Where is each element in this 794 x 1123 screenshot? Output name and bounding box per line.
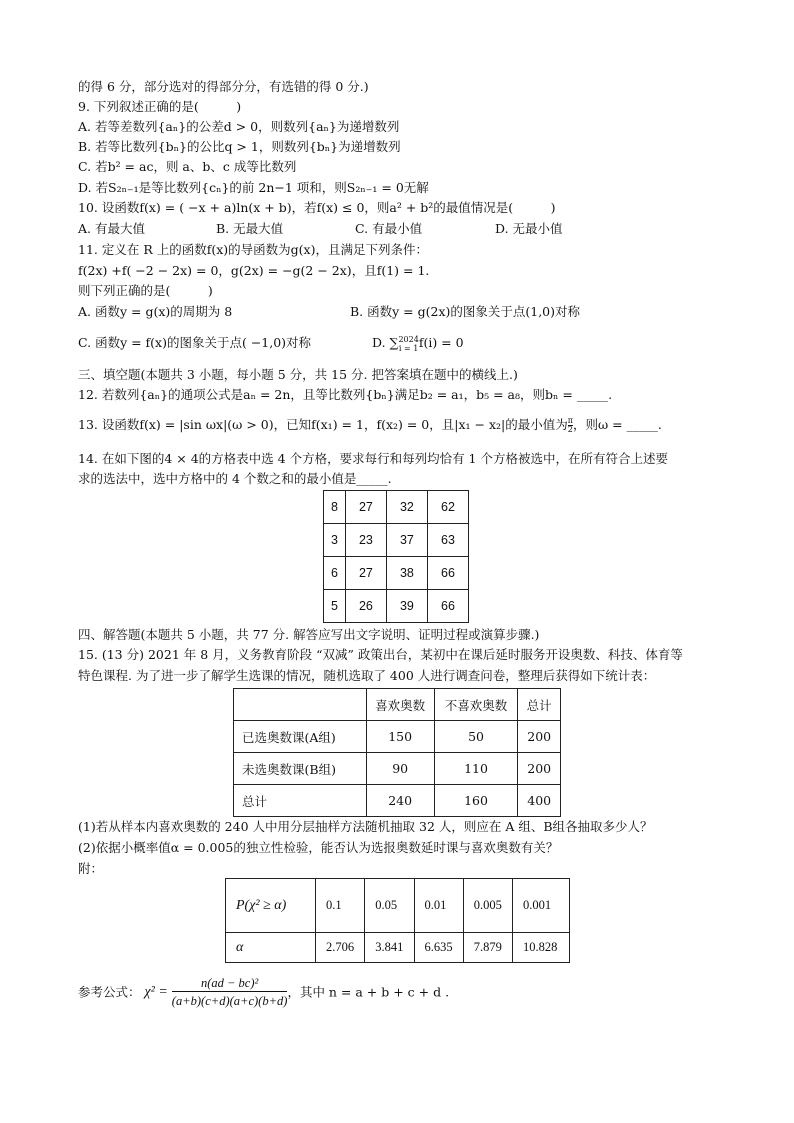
grid-cell: 62 bbox=[427, 491, 468, 524]
grid-cell: 37 bbox=[386, 524, 427, 557]
pi-over-2: $\frac{\pi}{2}$ bbox=[567, 416, 573, 434]
grid-cell: 27 bbox=[345, 491, 386, 524]
ref-cell: 7.879 bbox=[463, 933, 512, 963]
ref-cell: 0.1 bbox=[316, 879, 365, 933]
question-11-option-a: A. 函数y = g(x)的周期为 8 bbox=[78, 304, 233, 319]
question-9-option-a: A. 若等差数列{aₙ}的公差d > 0，则数列{aₙ}为递增数列 bbox=[78, 119, 400, 134]
formula-fraction: $\frac{\text{n(ad − bc)²}}{(a+b)(c+d)(a+c)(b+d)}$ bbox=[171, 976, 288, 1008]
table-cell: 50 bbox=[434, 721, 518, 753]
summation-limits: 2024 i = 1 bbox=[398, 334, 419, 353]
reference-formula: 参考公式： χ² = $\frac{\text{n(ad − bc)²}}{(a+b)(c+d)(a+c)(b+d)}$ ，其中 n = a + b + c + d . bbox=[78, 976, 450, 1008]
number-grid bbox=[323, 490, 469, 623]
question-11-ask: 则下列正确的是( ) bbox=[78, 283, 213, 298]
chi-square-symbol: χ² = bbox=[144, 984, 168, 1000]
grid-cell: 38 bbox=[386, 557, 427, 590]
table-cell: 未选奥数课(B组) bbox=[234, 753, 367, 785]
question-10-option-b: B. 无最大值 bbox=[216, 221, 284, 236]
table-cell: 160 bbox=[434, 785, 518, 817]
question-11-option-c: C. 函数y = f(x)的图象关于点( −1,0)对称 bbox=[78, 335, 312, 350]
ref-cell: 0.005 bbox=[463, 879, 512, 933]
grid-cell: 5 bbox=[324, 590, 346, 623]
ref-cell: 2.706 bbox=[316, 933, 365, 963]
table-cell: 总计 bbox=[234, 785, 367, 817]
ref-cell: 10.828 bbox=[513, 933, 570, 963]
appendix-label: 附： bbox=[78, 861, 104, 876]
ref-cell: 0.05 bbox=[365, 879, 414, 933]
table-header-cell bbox=[234, 689, 367, 721]
critical-value-table bbox=[225, 878, 570, 963]
probability-label: P(χ² ≥ α) bbox=[226, 879, 316, 933]
table-cell: 90 bbox=[366, 753, 434, 785]
table-header-cell: 不喜欢奥数 bbox=[434, 689, 518, 721]
section-3-heading: 三、填空题(本题共 3 小题，每小题 5 分，共 15 分. 把答案填在题中的横线上.) bbox=[78, 367, 518, 382]
grid-cell: 32 bbox=[386, 491, 427, 524]
question-15-part-1: (1)若从样本内喜欢奥数的 240 人中用分层抽样方法随机抽取 32 人，则应在 A 组、B组各抽取多少人？ bbox=[78, 819, 653, 834]
question-11-option-d: D. ∑ 2024 i = 1 f(i) = 0 bbox=[372, 334, 464, 353]
question-15-part-2: (2)依据小概率值α = 0.005的独立性检验，能否认为选报奥数延时课与喜欢奥数有关？ bbox=[78, 840, 559, 855]
table-header-cell: 总计 bbox=[518, 689, 561, 721]
question-13: 13. 设函数f(x) = |sin ωx|(ω > 0)，已知f(x₁) = 1，f(x₂) = 0，且|x₁ − x₂|的最小值为 $\frac{\pi}{2}$ ，则ω = _____. bbox=[78, 416, 662, 434]
grid-cell: 3 bbox=[324, 524, 346, 557]
table-header-cell: 喜欢奥数 bbox=[366, 689, 434, 721]
grid-cell: 66 bbox=[427, 557, 468, 590]
question-9-stem: 9. 下列叙述正确的是( ) bbox=[78, 99, 242, 114]
summation-symbol: D. ∑ bbox=[372, 335, 399, 350]
scoring-note: 的得 6 分，部分选对的得部分分，有选错的得 0 分.) bbox=[78, 79, 369, 94]
question-11-conditions: f(2x) +f( −2 − 2x) = 0，g(2x) = −g(2 − 2x)，且f(1) = 1. bbox=[78, 263, 430, 278]
question-10-option-c: C. 有最小值 bbox=[355, 221, 423, 236]
question-12: 12. 若数列{aₙ}的通项公式是aₙ = 2n，且等比数列{bₙ}满足b₂ = a₁，b₅ = a₈，则bₙ = _____. bbox=[78, 387, 613, 402]
table-cell: 150 bbox=[366, 721, 434, 753]
ref-cell: 0.001 bbox=[513, 879, 570, 933]
table-cell: 400 bbox=[518, 785, 561, 817]
grid-cell: 23 bbox=[345, 524, 386, 557]
table-cell: 240 bbox=[366, 785, 434, 817]
alpha-label: α bbox=[226, 933, 316, 963]
ref-cell: 3.841 bbox=[365, 933, 414, 963]
table-cell: 200 bbox=[518, 721, 561, 753]
table-cell: 200 bbox=[518, 753, 561, 785]
section-4-heading: 四、解答题(本题共 5 小题，共 77 分. 解答应写出文字说明、证明过程或演算步骤.) bbox=[78, 627, 540, 642]
grid-cell: 8 bbox=[324, 491, 346, 524]
question-15-line-1: 15. (13 分) 2021 年 8 月，义务教育阶段 “双减” 政策出台，某初中在课后延时服务开设奥数、科技、体育等 bbox=[78, 647, 683, 662]
grid-cell: 66 bbox=[427, 590, 468, 623]
grid-cell: 39 bbox=[386, 590, 427, 623]
ref-cell: 0.01 bbox=[414, 879, 463, 933]
question-10-stem: 10. 设函数f(x) = ( −x + a)ln(x + b)，若f(x) ≤ 0，则a² + b²的最值情况是( ) bbox=[78, 200, 556, 215]
question-11-option-b: B. 函数y = g(2x)的图象关于点(1,0)对称 bbox=[350, 304, 581, 319]
question-15-line-2: 特色课程. 为了进一步了解学生选课的情况，随机选取了 400 人进行调查问卷，整理后获得如下统计表： bbox=[78, 668, 656, 683]
question-14-line-2: 求的选法中，选中方格中的 4 个数之和的最小值是_____. bbox=[78, 471, 392, 486]
question-10-option-a: A. 有最大值 bbox=[78, 221, 145, 236]
grid-cell: 26 bbox=[345, 590, 386, 623]
question-9-option-d: D. 若S₂ₙ₋₁是等比数列{cₙ}的前 2n−1 项和，则S₂ₙ₋₁ = 0无解 bbox=[78, 180, 429, 195]
question-14-line-1: 14. 在如下图的4 × 4的方格表中选 4 个方格，要求每行和每列均恰有 1 个方格被选中，在所有符合上述要 bbox=[78, 451, 668, 466]
ref-cell: 6.635 bbox=[414, 933, 463, 963]
grid-cell: 6 bbox=[324, 557, 346, 590]
question-11-stem: 11. 定义在 R 上的函数f(x)的导函数为g(x)，且满足下列条件： bbox=[78, 242, 428, 257]
question-10-option-d: D. 无最小值 bbox=[495, 221, 563, 236]
survey-table bbox=[233, 688, 561, 817]
grid-cell: 63 bbox=[427, 524, 468, 557]
table-cell: 已选奥数课(A组) bbox=[234, 721, 367, 753]
question-9-option-c: C. 若b² = ac，则 a、b、c 成等比数列 bbox=[78, 159, 297, 174]
question-9-option-b: B. 若等比数列{bₙ}的公比q > 1，则数列{bₙ}为递增数列 bbox=[78, 139, 401, 154]
table-cell: 110 bbox=[434, 753, 518, 785]
grid-cell: 27 bbox=[345, 557, 386, 590]
